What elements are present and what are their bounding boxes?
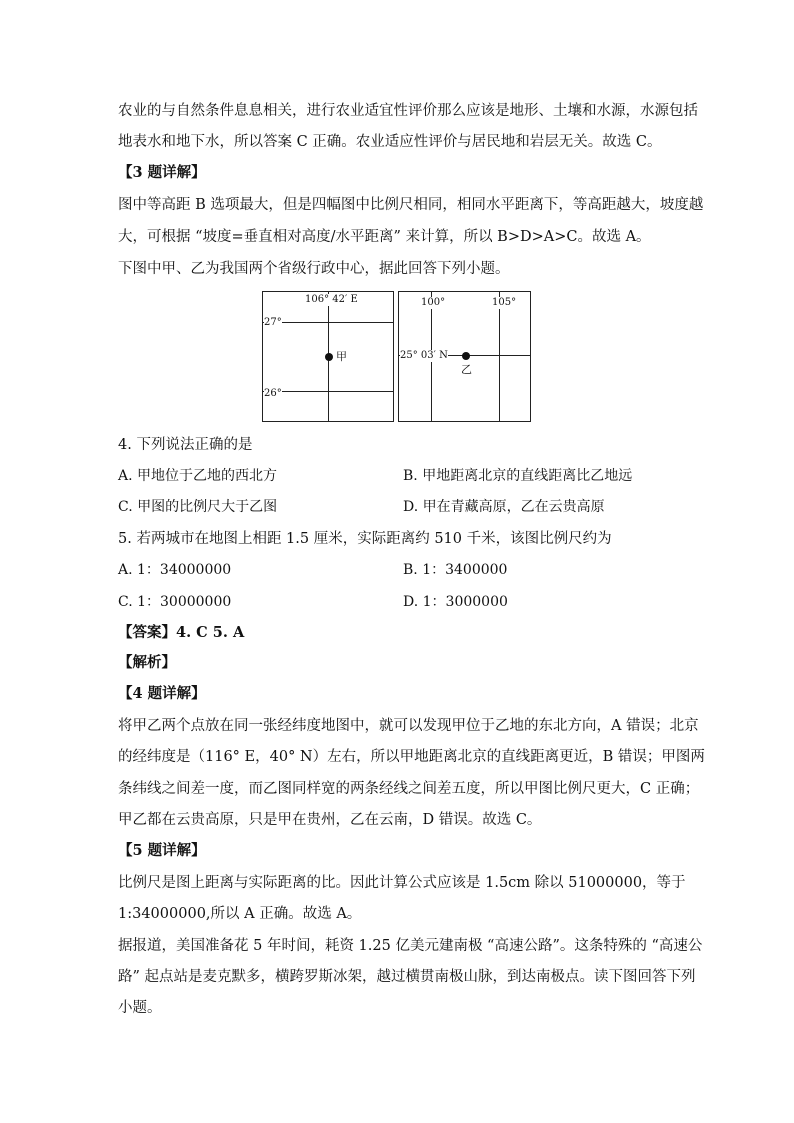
option-b: B. 甲地距离北京的直线距离比乙地远 [403,468,633,484]
longitude-label-left: 100° [421,297,446,308]
paragraph-line: 据报道，美国准备花 5 年时间，耗资 1.25 亿美元建南极 “高速公路”。这条特殊的 “高速公 [118,938,703,954]
city-label-jia: 甲 [336,350,347,363]
paragraph-line: 大，可根据 “坡度=垂直相对高度/水平距离” 来计算，所以 B>D>A>C。故选 A。 [118,229,651,245]
detail-4-heading: 【4 题详解】 [118,685,206,702]
latitude-line-bottom [263,391,393,392]
option-d: D. 1：3000000 [403,594,508,610]
latitude-label-top: 27° [264,317,282,328]
question-4-stem: 4. 下列说法正确的是 [118,437,253,453]
detail-5-heading: 【5 题详解】 [118,842,206,859]
paragraph-line: 小题。 [118,1000,162,1016]
option-d: D. 甲在青藏高原，乙在云贵高原 [403,499,605,515]
option-a: A. 甲地位于乙地的西北方 [118,468,278,484]
option-a: A. 1：34000000 [118,562,232,578]
question-5-stem: 5. 若两城市在地图上相距 1.5 厘米，实际距离约 510 千米，该图比例尺约为 [118,531,612,547]
paragraph-line: 将甲乙两个点放在同一张经纬度地图中，就可以发现甲位于乙地的东北方向，A 错误；北京 [118,718,699,734]
paragraph-line: 条纬线之间差一度，而乙图同样宽的两条经线之间差五度，所以甲图比例尺更大，C 正确； [118,781,700,797]
answer-line: 【答案】4. C 5. A [118,624,245,641]
option-c: C. 1：30000000 [118,594,232,610]
paragraph-line: 路” 起点站是麦克默多，横跨罗斯冰架，越过横贯南极山脉，到达南极点。读下图回答下列 [118,969,696,985]
section-heading: 【3 题详解】 [118,164,206,181]
map-yi [398,291,531,422]
map-jia [262,291,394,422]
latitude-label: 25° 03′ N [400,350,448,361]
latitude-label-bottom: 26° [264,388,282,399]
option-c: C. 甲图的比例尺大于乙图 [118,499,278,515]
paragraph-line: 1:34000000,所以 A 正确。故选 A。 [118,906,362,922]
paragraph-line: 农业的与自然条件息息相关，进行农业适宜性评价那么应该是地形、土壤和水源，水源包括 [118,103,698,119]
paragraph-line: 比例尺是图上距离与实际距离的比。因此计算公式应该是 1.5cm 除以 51000000，等于 [118,875,686,891]
analysis-heading: 【解析】 [118,654,176,671]
paragraph-line: 甲乙都在云贵高原，只是甲在贵州，乙在云南，D 错误。故选 C。 [118,812,542,828]
latitude-line-top [263,322,393,323]
option-b: B. 1：3400000 [403,562,508,578]
paragraph-line: 下图中甲、乙为我国两个省级行政中心，据此回答下列小题。 [118,261,510,277]
paragraph-line: 的经纬度是（116° E，40° N）左右，所以甲地距离北京的直线距离更近，B 错误；甲图两 [118,749,705,765]
longitude-line-right [499,292,500,421]
paragraph-line: 图中等高距 B 选项最大，但是四幅图中比例尺相同，相同水平距离下，等高距越大，坡度越 [118,197,704,213]
city-point-yi [462,352,470,360]
longitude-label-right: 105° [492,297,517,308]
paragraph-line: 地表水和地下水，所以答案 C 正确。农业适应性评价与居民地和岩层无关。故选 C。 [118,134,662,150]
city-label-yi: 乙 [461,363,472,376]
city-point-jia [325,353,333,361]
longitude-label: 106° 42′ E [305,294,358,305]
